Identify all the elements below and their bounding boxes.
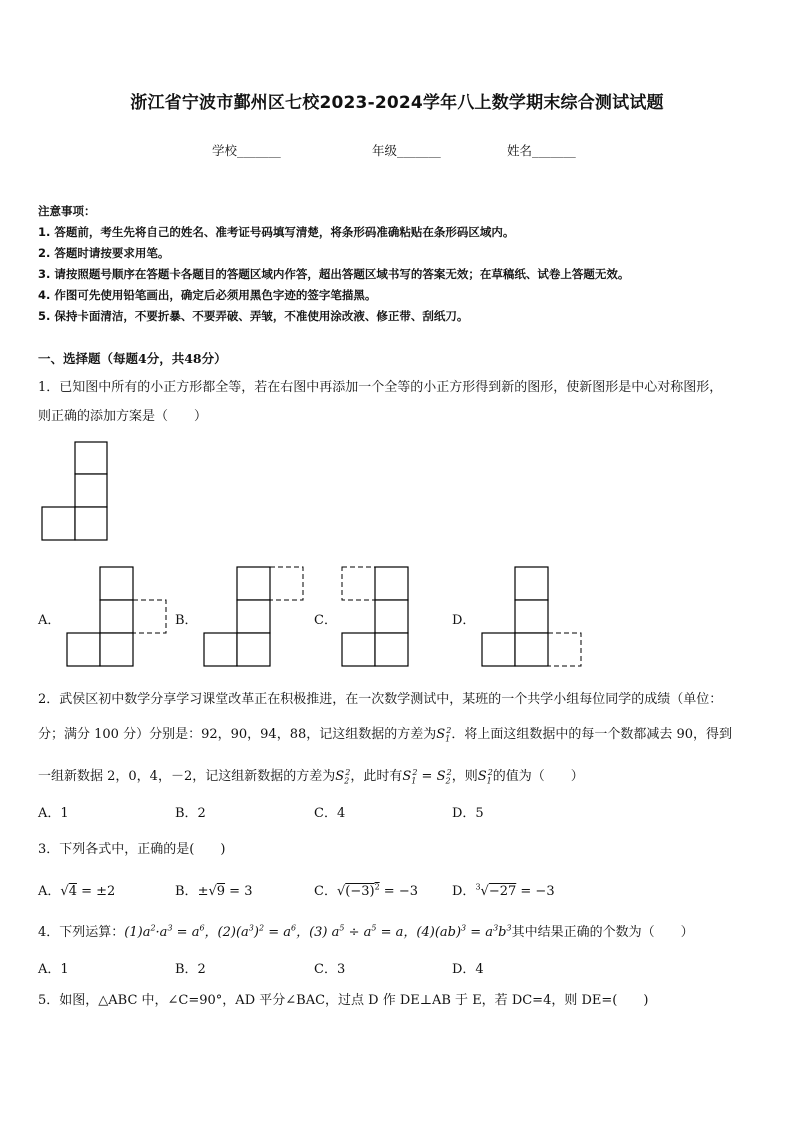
q1-stem-line2: 则正确的添加方案是（ ）	[38, 409, 208, 424]
page-title: 浙江省宁波市鄞州区七校2023-2024学年八上数学期末综合测试试题	[130, 93, 664, 113]
notice-item: 2. 答题时请按要求用笔。	[38, 246, 170, 260]
q1-stem-line1: 1．已知图中所有的小正方形都全等，若在右图中再添加一个全等的小正方形得到新的图形，使新图形是中心对称图形，	[38, 380, 723, 395]
q3-option-a-label: A．	[38, 884, 61, 899]
q4-stem-end: 其中结果正确的个数为（ ）	[511, 925, 694, 940]
q4-option-b[interactable]: B．2	[175, 962, 206, 977]
q1-option-c-figure[interactable]	[342, 567, 409, 666]
q2-text: 一组新数据 2，0，4，－2，记这组新数据的方差为	[38, 769, 336, 784]
q3-option-d-label: D．	[452, 884, 476, 899]
q3-option-d-expr: $^3$√−27 = −3	[475, 882, 555, 899]
q2-stem-line3	[38, 765, 584, 786]
q1-option-a-figure[interactable]	[67, 567, 167, 666]
q1-option-b-figure[interactable]	[204, 567, 304, 666]
q1-option-d-label[interactable]: D．	[452, 613, 476, 628]
school-field: 学校_______	[212, 143, 281, 158]
q4-stem	[38, 921, 694, 940]
q3-option-b[interactable]	[175, 880, 252, 899]
q3-option-c-expr: $√(-3)^2 = -3$	[336, 882, 418, 899]
q1-option-b-label[interactable]: B．	[175, 613, 198, 628]
q2-stem-line2	[38, 723, 732, 744]
grade-field: 年级_______	[372, 143, 441, 158]
q2-option-b[interactable]: B．2	[175, 806, 206, 821]
q4-option-d[interactable]: D．4	[452, 962, 484, 977]
q2-text: 的值为（ ）	[492, 769, 584, 784]
q3-option-a-expr: √4 = ±2	[60, 884, 116, 899]
notice-heading: 注意事项：	[38, 204, 96, 218]
notice-item: 3. 请按照题号顺序在答题卡各题目的答题区域内作答，超出答题区域书写的答案无效；在草稿纸、试卷上答题无效。	[38, 267, 630, 281]
q2-option-c[interactable]: C．4	[314, 806, 346, 821]
q1-option-d-figure[interactable]	[482, 567, 582, 666]
q3-option-b-label: B．	[175, 884, 198, 899]
q1-option-c-label[interactable]: C．	[314, 613, 337, 628]
q2-stem-line1: 2．武侯区初中数学分享学习课堂改革正在积极推进，在一次数学测试中，某班的一个共学小组每位同学的成绩（单位：	[38, 692, 723, 707]
q4-stem-start: 4．下列运算：	[38, 925, 125, 940]
q1-main-figure	[42, 442, 108, 540]
variance-equation: $S_1^2 = S_2^2$	[402, 767, 452, 786]
q3-option-c-label: C．	[314, 884, 337, 899]
q3-option-c[interactable]	[314, 880, 418, 899]
name-field: 姓名_______	[507, 143, 576, 158]
q3-option-b-expr: ±√9 = 3	[197, 884, 253, 899]
variance-s1-sq: $S_1^2$	[477, 767, 493, 786]
q4-expressions: $(1)a^2\cdot a^3 = a^6$，$(2)(a^3)^2 = a^6$，(3) $a^5 \div a^5 = a$，$(4)(ab)^3 = a^3b^3$	[124, 923, 512, 940]
q4-option-a[interactable]: A．1	[38, 962, 69, 977]
q3-stem: 3．下列各式中，正确的是( )	[38, 842, 226, 857]
q2-text: ，则	[451, 769, 478, 784]
section-heading: 一、选择题（每题4分，共48分）	[38, 351, 227, 366]
q2-text: ，此时有	[350, 769, 403, 784]
q2-option-d[interactable]: D．5	[452, 806, 484, 821]
variance-s2-sq: $S_2^2$	[335, 767, 351, 786]
variance-s1-sq: $S_1^2$	[436, 725, 452, 744]
q2-option-a[interactable]: A．1	[38, 806, 69, 821]
q2-text: ．将上面这组数据中的每一个数都减去 90，得到	[451, 727, 733, 742]
q4-option-c[interactable]: C．3	[314, 962, 346, 977]
q2-text: 分；满分 100 分）分别是：92，90，94，88，记这组数据的方差为	[38, 727, 437, 742]
q5-stem: 5．如图，△ABC 中，∠C=90°，AD 平分∠BAC，过点 D 作 DE⊥AB 于 E，若 DC=4，则 DE=( )	[38, 993, 649, 1008]
notice-item: 4. 作图可先使用铅笔画出，确定后必须用黑色字迹的签字笔描黑。	[38, 288, 377, 302]
q3-option-d[interactable]	[452, 880, 555, 899]
notice-item: 5. 保持卡面清洁，不要折暴、不要弄破、弄皱，不准使用涂改液、修正带、刮纸刀。	[38, 309, 469, 323]
q3-option-a[interactable]	[38, 880, 115, 899]
q1-option-a-label[interactable]: A．	[38, 613, 61, 628]
notice-item: 1. 答题前，考生先将自己的姓名、准考证号码填写清楚，将条形码准确粘贴在条形码区域内。	[38, 225, 515, 239]
